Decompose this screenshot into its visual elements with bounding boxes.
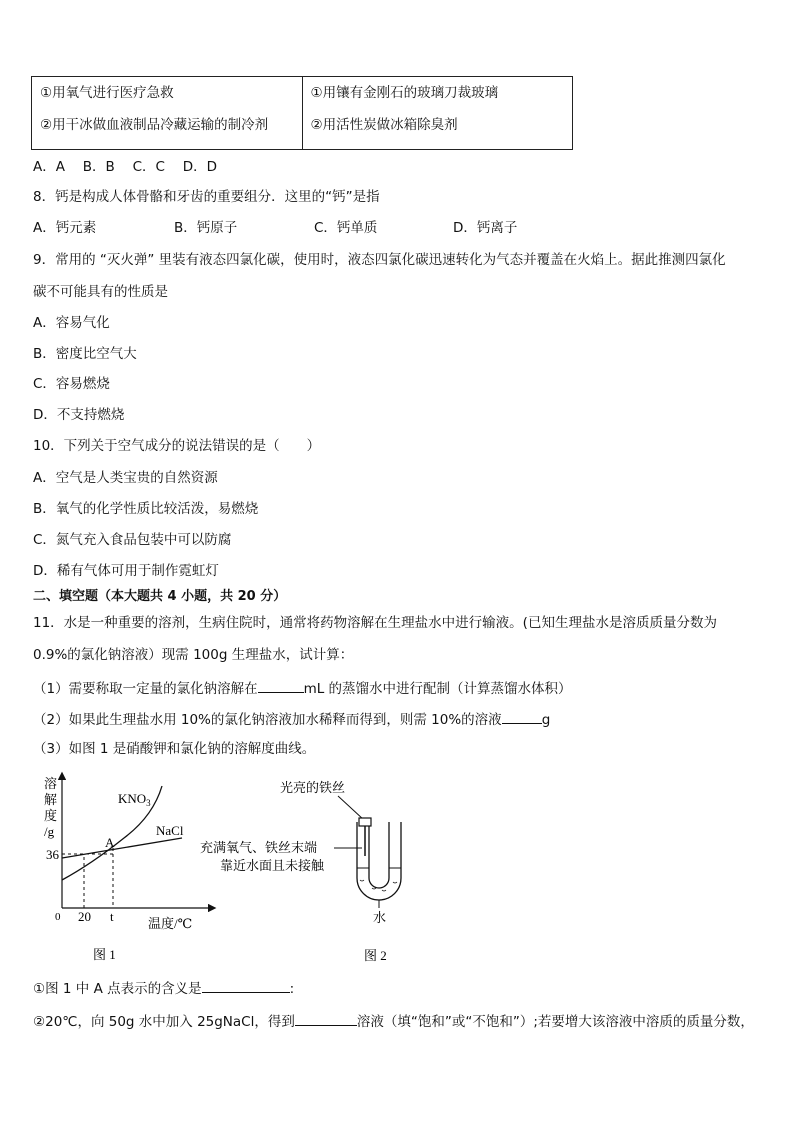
figure1-ylabel-char-2: 解 [44, 792, 58, 807]
q11-sub2-answer-blank[interactable] [295, 1011, 357, 1026]
q7-table-right-cell [302, 77, 573, 150]
figure1-x-tick-20: 20 [78, 909, 91, 924]
figure1-caption: 图 1 [93, 947, 116, 962]
q7-table-left-cell [32, 77, 303, 150]
q11-part1-answer-blank[interactable] [258, 678, 304, 693]
q8-option-d: D．钙离子 [453, 220, 518, 236]
q7-left-item-1: ①用氧气进行医疗急救 [40, 85, 174, 101]
figure1-x-label: 温度/℃ [148, 916, 193, 931]
q11-part2 [33, 709, 550, 729]
q7-answer-options: A．A B．B C．C D．D [33, 159, 218, 175]
q9-option-c: C．容易燃烧 [33, 376, 110, 392]
q7-options-table [31, 76, 573, 150]
figure2-side-label-1: 充满氧气、铁丝末端 [200, 840, 318, 855]
q7-left-item-2: ②用干冰做血液制品冷藏运输的制冷剂 [40, 117, 269, 133]
figure1-ylabel-char-3: 度 [44, 808, 58, 823]
figure1-nacl-label: NaCl [156, 823, 184, 838]
figure2-caption: 图 2 [364, 948, 387, 963]
figure1-kno3-label: $KNO_3$ [118, 791, 151, 808]
q11-part1-suffix: mL 的蒸馏水中进行配制（计算蒸馏水体积） [303, 681, 572, 697]
q11-sub1-suffix: : [289, 981, 295, 997]
figure1-nacl-curve [62, 838, 182, 858]
q9-stem-line1: 9．常用的 “灭火弹” 里装有液态四氯化碳，使用时，液态四氯化碳迅速转化为气态并覆盖在火焰上。据此推测四氯化 [33, 252, 726, 268]
q8-stem: 8．钙是构成人体骨骼和牙齿的重要组分．这里的“钙”是指 [33, 189, 380, 205]
q9-option-a: A．容易气化 [33, 315, 110, 331]
q10-option-c: C．氮气充入食品包装中可以防腐 [33, 532, 232, 548]
q11-part2-answer-blank[interactable] [502, 709, 542, 724]
q11-stem-line1: 11．水是一种重要的溶剂，生病住院时，通常将药物溶解在生理盐水中进行输液。(已知生理盐水是溶质质量分数为 [33, 615, 717, 631]
q10-stem: 10．下列关于空气成分的说法错误的是（ ） [33, 438, 321, 454]
figure2-apparatus-diagram [196, 776, 436, 966]
figure2-water-label: 水 [373, 910, 387, 925]
figure2-stopper [359, 818, 371, 826]
figure2-top-pointer [338, 796, 364, 820]
figure1-point-a-label: A [105, 835, 115, 850]
q11-part1 [33, 678, 572, 698]
q11-sub1 [33, 978, 294, 998]
q11-sub1-answer-blank[interactable] [202, 978, 290, 993]
q11-sub2-suffix: 溶液（填“饱和”或“不饱和”）;若要增大该溶液中溶质的质量分数， [356, 1014, 754, 1030]
q11-sub2 [33, 1011, 754, 1031]
figure1-x-tick-t: t [110, 909, 114, 924]
q10-option-d: D．稀有气体可用于制作霓虹灯 [33, 563, 219, 579]
q7-right-item-1: ①用镶有金刚石的玻璃刀裁玻璃 [310, 85, 499, 101]
q11-sub1-prefix: ①图 1 中 A 点表示的含义是 [33, 981, 202, 997]
q7-right-item-2: ②用活性炭做冰箱除臭剂 [310, 117, 458, 133]
figure2-water-fill [357, 868, 401, 900]
figure2-iron-wire-label: 光亮的铁丝 [280, 780, 346, 795]
q11-sub2-prefix: ②20℃，向 50g 水中加入 25gNaCl，得到 [33, 1014, 295, 1030]
figure2-u-tube-inner [369, 822, 389, 888]
q9-stem-line2: 碳不可能具有的性质是 [33, 284, 168, 300]
figure1-ylabel-char-1: 溶 [44, 776, 58, 791]
q10-option-b: B．氧气的化学性质比较活泼，易燃烧 [33, 501, 259, 517]
q8-option-a: A．钙元素 [33, 220, 97, 236]
q9-option-b: B．密度比空气大 [33, 346, 137, 362]
q11-part3: （3）如图 1 是硝酸钾和氯化钠的溶解度曲线。 [33, 741, 316, 757]
q8-option-c: C．钙单质 [314, 220, 378, 236]
figure2-side-label-2: 靠近水面且未接触 [220, 858, 325, 873]
q11-stem-line2: 0.9%的氯化钠溶液）现需 100g 生理盐水，试计算： [33, 647, 354, 663]
q9-option-d: D．不支持燃烧 [33, 407, 125, 423]
q8-option-b: B．钙原子 [174, 220, 238, 236]
figure1-y-tick-36: 36 [46, 847, 59, 862]
section-heading-fill-in: 二、填空题（本大题共 4 小题，共 20 分） [33, 589, 287, 604]
q10-option-a: A．空气是人类宝贵的自然资源 [33, 470, 218, 486]
q11-part1-prefix: （1）需要称取一定量的氯化钠溶解在 [33, 681, 258, 697]
q11-part2-suffix: g [541, 712, 551, 728]
q11-part2-prefix: （2）如果此生理盐水用 10%的氯化钠溶液加水稀释而得到，则需 10%的溶液 [33, 712, 502, 728]
figure1-origin-label: 0 [55, 911, 61, 923]
figure1-ylabel-char-4: /g [44, 824, 55, 839]
